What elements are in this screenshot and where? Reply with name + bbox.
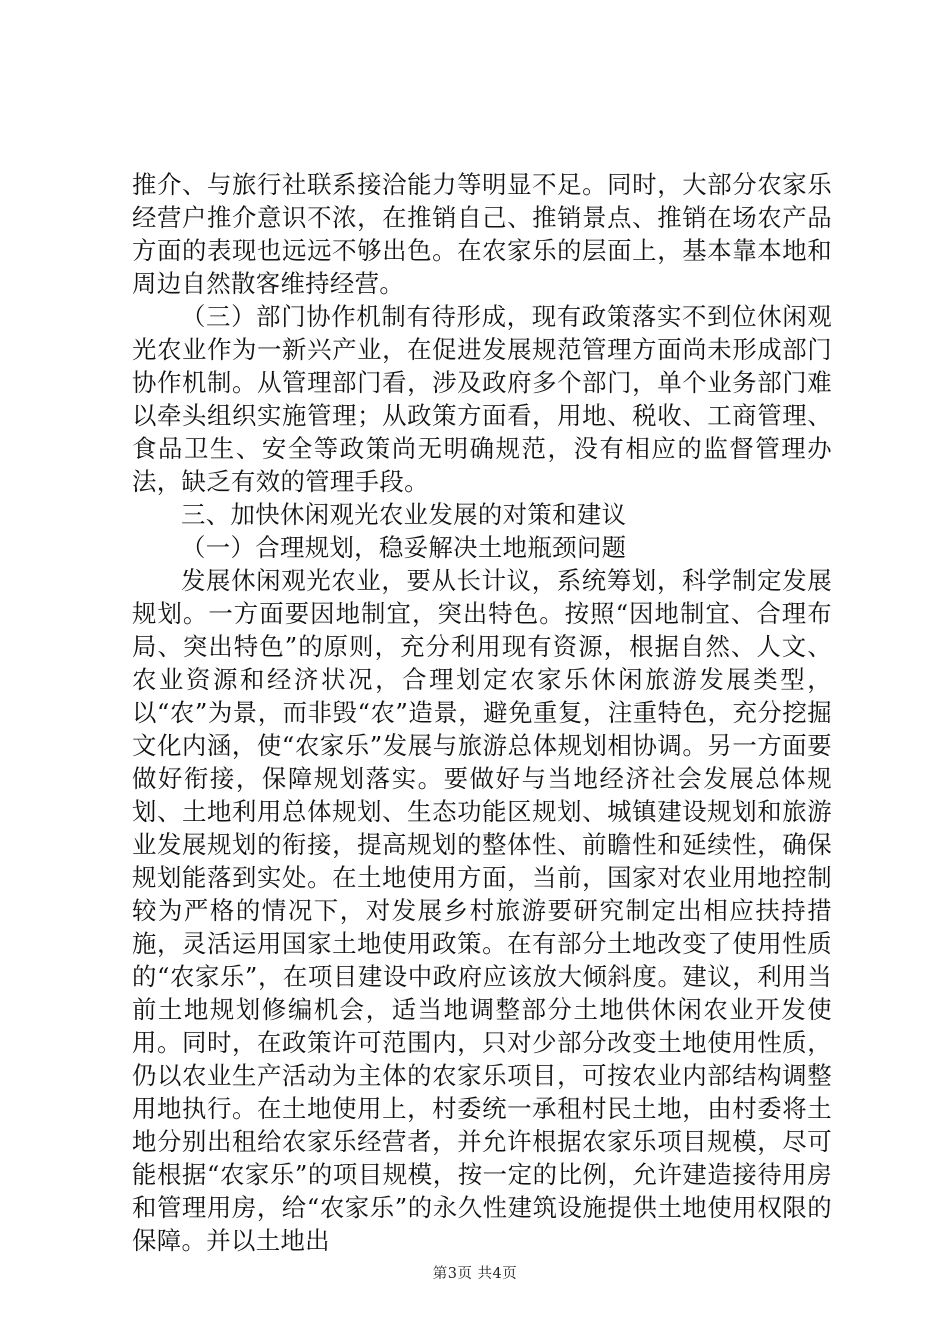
subheading-land-planning: （一）合理规划，稳妥解决土地瓶颈问题 xyxy=(181,533,627,562)
heading-countermeasures: 三、加快休闲观光农业发展的对策和建议 xyxy=(181,500,627,529)
paragraph-section-three: （三）部门协作机制有待形成，现有政策落实不到位休闲观光农业作为一新兴产业，在促进发展规范管理方面尚未形成部门协作机制。从管理部门看，涉及政府多个部门，单个业务部门难以牵头组织实施管理；从政策方面看，用地、税收、工商管理、食品卫生、安全等政策尚无明确规范，没有相应的监督管理办法，缺乏有效的管理手段。 xyxy=(132,302,832,496)
page-number-footer: 第3页 共4页 xyxy=(432,1266,518,1282)
paragraph-planning-details: 发展休闲观光农业，要从长计议，系统筹划，科学制定发展规划。一方面要因地制宜，突出特色。按照“因地制宜、合理布局、突出特色”的原则，充分利用现有资源，根据自然、人文、农业资源和经济状况，合理划定农家乐休闲旅游发展类型，以“农”为景，而非毁“农”造景，避免重复，注重特色，充分挖掘文化内涵，使“农家乐”发展与旅游总体规划相协调。另一方面要做好衔接，保障规划落实。要做好与当地经济社会发展总体规划、土地利用总体规划、生态功能区规划、城镇建设规划和旅游业发展规划的衔接，提高规划的整体性、前瞻性和延续性，确保规划能落到实处。在土地使用方面，当前，国家对农业用地控制较为严格的情况下，对发展乡村旅游要研究制定出相应扶持措施，灵活运用国家土地使用政策。在有部分土地改变了使用性质的“农家乐”，在项目建设中政府应该放大倾斜度。建议，利用当前土地规划修编机会，适当地调整部分土地供休闲农业开发使用。同时，在政策许可范围内，只对少部分改变土地使用性质，仍以农业生产活动为主体的农家乐项目，可按农业内部结构调整用地执行。在土地使用上，村委统一承租村民土地，由村委将土地分别出租给农家乐经营者，并允许根据农家乐项目规模，尽可能根据“农家乐”的项目规模，按一定的比例，允许建造接待用房和管理用房，给“农家乐”的永久性建筑设施提供土地使用权限的保障。并以土地出 xyxy=(132,566,832,1255)
document-body xyxy=(132,168,832,1257)
paragraph-continuation: 推介、与旅行社联系接洽能力等明显不足。同时，大部分农家乐经营户推介意识不浓，在推销自己、推销景点、推销在场农产品方面的表现也远远不够出色。在农家乐的层面上，基本靠本地和周边自然散客维持经营。 xyxy=(132,170,832,298)
